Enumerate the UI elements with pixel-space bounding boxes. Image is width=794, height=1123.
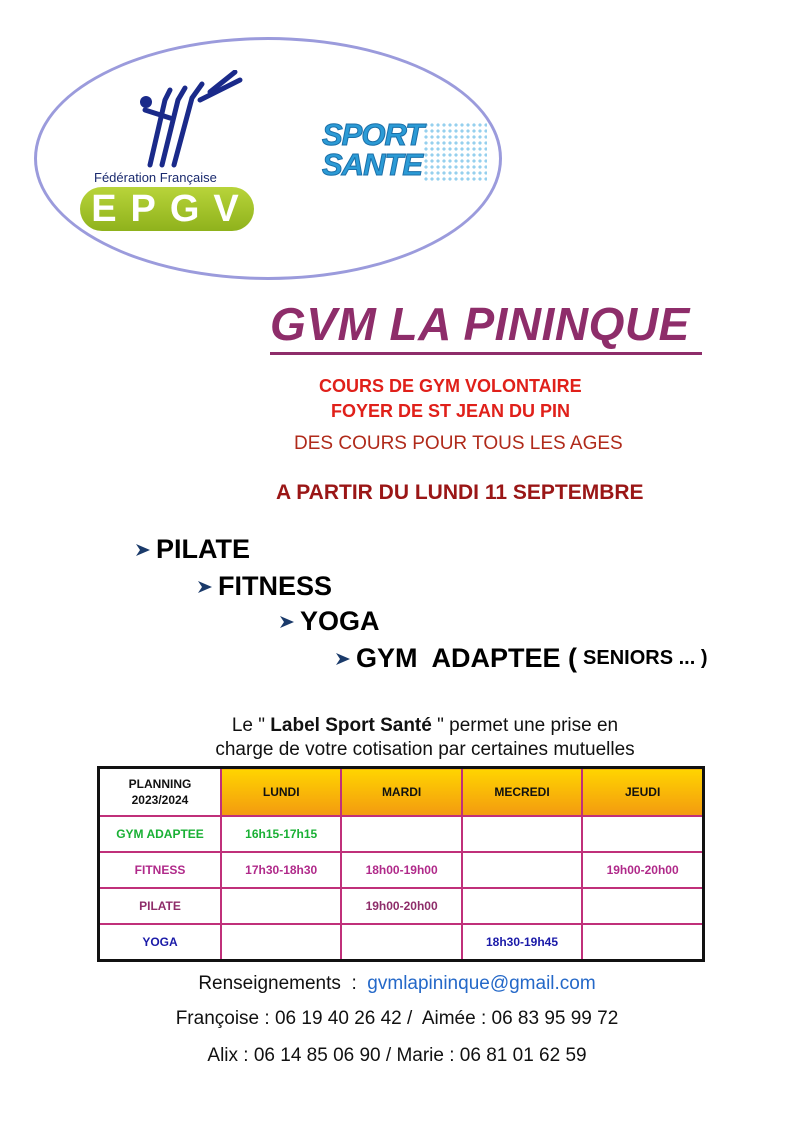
schedule-cell [462,888,582,924]
table-row [99,888,704,924]
gymnast-figures-icon [110,70,280,170]
schedule-cell [221,888,341,924]
course-item-gym-adaptee: GYM ADAPTEE ( SENIORS ... ) [334,643,707,674]
arrow-bullet-icon [134,543,152,557]
contact-info-line: Renseignements : gvmlapininque@gmail.com [198,973,596,994]
contact-phones-1: Françoise : 06 19 40 26 42 / Aimée : 06 83 95 99 72 [175,1008,619,1029]
contact-phones-2: Alix : 06 14 85 06 90 / Marie : 06 81 01 62 59 [207,1045,587,1066]
arrow-bullet-icon [278,615,296,629]
page-title: GVM LA PININQUE [270,296,702,355]
subtitle-all-ages: DES COURS POUR TOUS LES AGES [294,433,623,454]
row-label-fitness: FITNESS [99,852,222,888]
label-sport-sante-text: Le " Label Sport Santé " permet une prise en charge de votre cotisation par certaines mutuelles [215,715,635,760]
schedule-cell [221,924,341,961]
course-item-yoga: YOGA [278,606,380,637]
schedule-cell: 19h00-20h00 [582,852,703,888]
email-link[interactable]: gvmlapininque@gmail.com [367,973,596,994]
schedule-cell [341,816,461,852]
schedule-cell: 18h30-19h45 [462,924,582,961]
day-header: LUNDI [221,768,341,817]
schedule-cell [341,924,461,961]
row-label-pilate: PILATE [99,888,222,924]
start-date: A PARTIR DU LUNDI 11 SEPTEMBRE [276,481,644,504]
planning-corner-cell: PLANNING 2023/2024 [99,768,222,817]
course-item-pilate: PILATE [134,534,250,565]
schedule-cell: 16h15-17h15 [221,816,341,852]
day-header: MARDI [341,768,461,817]
table-row [99,816,704,852]
schedule-cell: 19h00-20h00 [341,888,461,924]
schedule-cell: 17h30-18h30 [221,852,341,888]
epgv-logo [80,70,260,235]
schedule-cell [582,924,703,961]
table-header-row [99,768,704,817]
schedule-cell [462,852,582,888]
subtitle-location: FOYER DE ST JEAN DU PIN [331,401,571,421]
epgv-badge: EPGV [80,187,254,231]
schedule-cell: 18h00-19h00 [341,852,461,888]
table-row [99,924,704,961]
row-label-gym-adaptee: GYM ADAPTEE [99,816,222,852]
dots-pattern-icon [423,122,487,182]
schedule-cell [582,816,703,852]
course-item-fitness: FITNESS [196,571,332,602]
day-header: JEUDI [582,768,703,817]
sport-sante-text: SPORT SANTE [322,117,424,182]
arrow-bullet-icon [196,580,214,594]
schedule-cell [462,816,582,852]
sport-sante-logo [318,117,488,190]
federation-text: Fédération Française [94,170,217,185]
row-label-yoga: YOGA [99,924,222,961]
arrow-bullet-icon [334,652,352,666]
day-header: MECREDI [462,768,582,817]
schedule-cell [582,888,703,924]
subtitle-course-type: COURS DE GYM VOLONTAIRE [319,376,582,396]
table-row [99,852,704,888]
planning-table [97,766,705,962]
